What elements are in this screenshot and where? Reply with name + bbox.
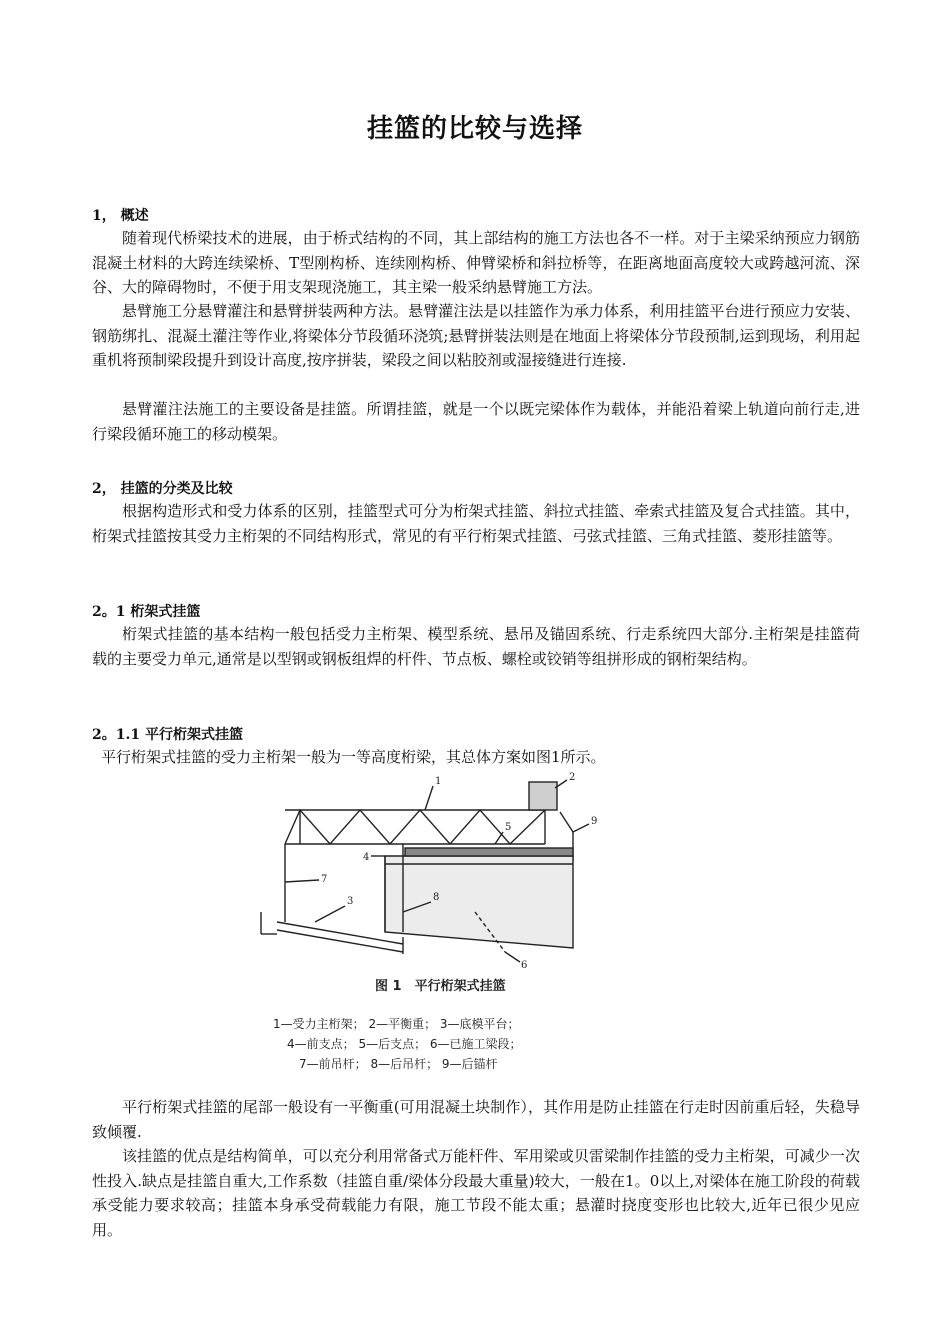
label-5: 5	[505, 822, 512, 833]
section-heading-1: 1， 概述	[92, 208, 149, 224]
label-6: 6	[521, 960, 528, 971]
figure-legend-line: 7—前吊杆； 8—后吊杆； 9—后锚杆	[299, 1057, 498, 1071]
paragraph: 桁架式挂篮的基本结构一般包括受力主桁架、模型系统、悬吊及锚固系统、行走系统四大部分.主桁架是挂篮荷载的主要受力单元,通常是以型钢或钢板组焊的杆件、节点板、螺栓或铰销等组拼形成的钢桁架结构。	[92, 625, 860, 668]
figure-legend-line: 1—受力主桁架； 2—平衡重； 3—底模平台；	[273, 1017, 520, 1031]
paragraph: 悬臂灌注法施工的主要设备是挂篮。所谓挂篮，就是一个以既完梁体作为载体，并能沿着梁上轨道向前行走,进行梁段循环施工的移动模架。	[92, 400, 860, 443]
section-heading-2: 2， 挂篮的分类及比较	[92, 481, 233, 497]
section-heading-2-1-1: 2。1.1 平行桁架式挂篮	[92, 727, 243, 743]
figure-1	[255, 772, 600, 1072]
label-1: 1	[435, 776, 442, 787]
label-4: 4	[363, 852, 370, 863]
figure-caption: 图 1 平行桁架式挂篮	[375, 979, 506, 994]
paragraph: 悬臂施工分悬臂灌注和悬臂拼装两种方法。悬臂灌注法是以挂篮作为承力体系，利用挂篮平台进行预应力安装、钢筋绑扎、混凝土灌注等作业,将梁体分节段循环浇筑;悬臂拼装法则是在地面上将梁体分节段预制,运到现场，利用起重机将预制梁段提升到设计高度,按序拼装，梁段之间以粘胶剂或湿接缝进行连接.	[92, 302, 860, 369]
label-7: 7	[321, 874, 328, 885]
label-9: 9	[591, 816, 598, 827]
figure-legend-line: 4—前支点； 5—后支点； 6—已施工梁段；	[287, 1037, 522, 1051]
paragraph: 平行桁架式挂篮的尾部一般设有一平衡重(可用混凝土块制作），其作用是防止挂篮在行走时因前重后轻，失稳导致倾覆.	[92, 1098, 860, 1141]
document-title: 挂篮的比较与选择	[366, 114, 583, 144]
label-2: 2	[569, 772, 576, 783]
paragraph: 该挂篮的优点是结构简单，可以充分利用常备式万能杆件、军用梁或贝雷梁制作挂篮的受力主桁架，可减少一次性投入.缺点是挂篮自重大,工作系数（挂篮自重/梁体分段最大重量)较大，一般在1。0以上,对梁体在施工阶段的荷载承受能力要求较高；挂篮本身承受荷载能力有限，施工节段不能太重；悬灌时挠度变形也比较大,近年已很少见应用。	[92, 1147, 860, 1239]
paragraph: 根据构造形式和受力体系的区别，挂篮型式可分为桁架式挂篮、斜拉式挂篮、牵索式挂篮及复合式挂篮。其中，桁架式挂篮按其受力主桁架的不同结构形式，常见的有平行桁架式挂篮、弓弦式挂篮、三角式挂篮、菱形挂篮等。	[92, 502, 860, 545]
paragraph: 平行桁架式挂篮的受力主桁架一般为一等高度桁梁，其总体方案如图1所示。	[101, 748, 606, 766]
label-3: 3	[347, 896, 354, 907]
label-8: 8	[433, 892, 440, 903]
paragraph: 随着现代桥梁技术的进展，由于桥式结构的不同，其上部结构的施工方法也各不一样。对于主梁采纳预应力钢筋混凝土材料的大跨连续梁桥、T型刚构桥、连续刚构桥、伸臂梁桥和斜拉桥等，在距离地面高度较大或跨越河流、深谷、大的障碍物时，不便于用支架现浇施工，其主梁一般采纳悬臂施工方法。	[92, 229, 860, 296]
truss-diagram	[255, 772, 600, 1072]
section-heading-2-1: 2。1 桁架式挂篮	[92, 604, 201, 620]
